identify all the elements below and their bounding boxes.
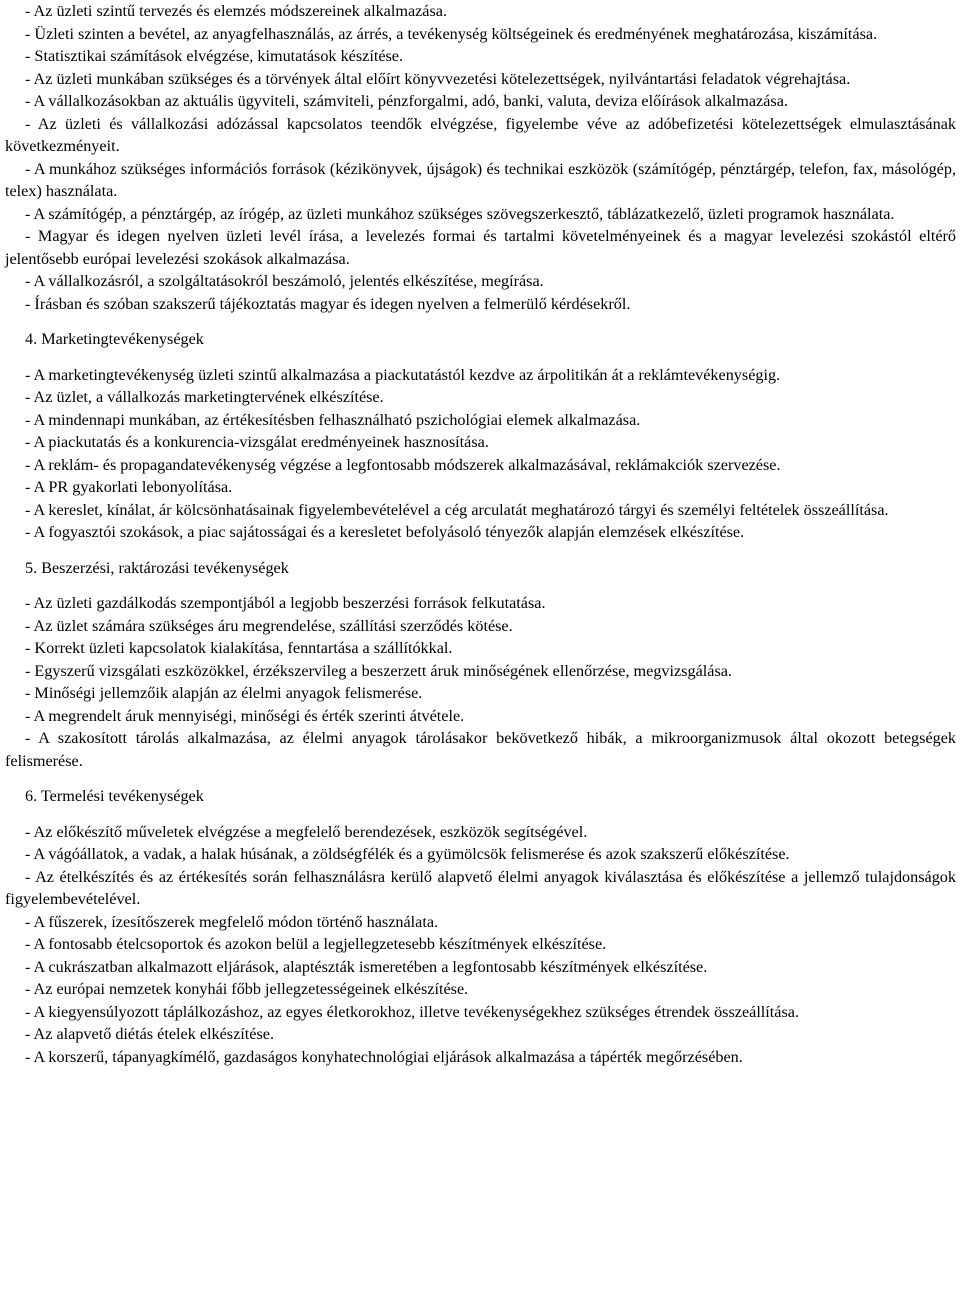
list-item: - A cukrászatban alkalmazott eljárások, alaptészták ismeretében a legfontosabb készítmények elkészítése. xyxy=(25,957,708,976)
section-heading: 6. Termelési tevékenységek xyxy=(25,787,204,805)
list-item: - Az üzleti és vállalkozási adózással kapcsolatos teendők elvégzése, figyelembe véve az adóbefizetési kötelezettségek elmulasztásának következményeit. xyxy=(5,114,956,155)
list-item: - Az ételkészítés és az értékesítés során felhasználásra kerülő alapvető élelmi anyagok kiválasztása és előkészítése a jellemző tulajdonságok figyelembevételével. xyxy=(5,867,956,908)
section-heading: 4. Marketingtevékenységek xyxy=(25,330,204,348)
list-item: - A vágóállatok, a vadak, a halak húsának, a zöldségfélék és a gyümölcsök felismerése és azok szakszerű előkészítése. xyxy=(25,845,790,863)
list-item: - Üzleti szinten a bevétel, az anyagfelhasználás, az árrés, a tevékenység költségeinek és eredményének meghatározása, kiszámítása. xyxy=(25,24,878,43)
list-item: - Statisztikai számítások elvégzése, kimutatások készítése. xyxy=(25,47,404,65)
section-heading: 5. Beszerzési, raktározási tevékenységek xyxy=(25,558,289,577)
list-item: - A kiegyensúlyozott táplálkozáshoz, az egyes életkorokhoz, illetve tevékenységekhez szükséges étrendek összeállítása. xyxy=(25,1002,800,1021)
list-item: - A kereslet, kínálat, ár kölcsönhatásainak figyelembevételével a cég arculatát meghatározó tárgyi és személyi feltételek összeállítása. xyxy=(25,500,889,519)
list-item: - Az üzleti gazdálkodás szempontjából a legjobb beszerzési források felkutatása. xyxy=(25,594,546,612)
list-item: - A szakosított tárolás alkalmazása, az élelmi anyagok tárolásakor bekövetkező hibák, a mikroorganizmusok által okozott betegségek felismerése. xyxy=(5,729,956,770)
list-item: - A fontosabb ételcsoportok és azokon belül a legjellegzetesebb készítmények elkészítése. xyxy=(25,935,607,953)
list-item: - Korrekt üzleti kapcsolatok kialakítása, fenntartása a szállítókkal. xyxy=(25,639,453,657)
list-item: - A munkához szükséges információs források (kézikönyvek, újságok) és technikai eszközök (számítógép, pénztárgép, telefon, fax, másológép, telex) használata. xyxy=(5,159,956,200)
list-item: - Az üzlet, a vállalkozás marketingtervének elkészítése. xyxy=(25,388,384,406)
list-item: - Az üzleti munkában szükséges és a törvények által előírt könyvvezetési kötelezettségek, nyilvántartási feladatok végrehajtása. xyxy=(25,69,851,88)
list-item: - Írásban és szóban szakszerű tájékoztatás magyar és idegen nyelven a felmerülő kérdésekről. xyxy=(25,294,631,313)
list-item: - Az előkészítő műveletek elvégzése a megfelelő berendezések, eszközök segítségével. xyxy=(25,822,588,841)
list-item: - Az üzlet számára szükséges áru megrendelése, szállítási szerződés kötése. xyxy=(25,616,513,635)
list-item: - Minőségi jellemzőik alapján az élelmi anyagok felismerése. xyxy=(25,684,423,702)
list-item: - A vállalkozásokban az aktuális ügyviteli, számviteli, pénzforgalmi, adó, banki, valuta, deviza előírások alkalmazása. xyxy=(25,92,788,110)
list-item: - A piackutatás és a konkurencia-vizsgálat eredményeinek hasznosítása. xyxy=(25,433,489,451)
list-item: - A vállalkozásról, a szolgáltatásokról beszámoló, jelentés elkészítése, megírása. xyxy=(25,272,544,290)
list-item: - Egyszerű vizsgálati eszközökkel, érzékszervileg a beszerzett áruk minőségének ellenőrzése, megvizsgálása. xyxy=(25,661,732,680)
list-item: - A fűszerek, ízesítőszerek megfelelő módon történő használata. xyxy=(25,912,439,931)
list-item: - A megrendelt áruk mennyiségi, minőségi és érték szerinti átvétele. xyxy=(25,706,465,725)
list-item: - Magyar és idegen nyelven üzleti levél írása, a levelezés formai és tartalmi követelményeinek és a magyar levelezési szokástól eltérő jelentősebb európai levelezési szokások alkalmazása. xyxy=(5,227,956,268)
list-item: - Az üzleti szintű tervezés és elemzés módszereinek alkalmazása. xyxy=(25,2,448,20)
list-item: - A számítógép, a pénztárgép, az írógép, az üzleti munkához szükséges szövegszerkesztő, táblázatkezelő, üzleti programok használata. xyxy=(25,204,895,223)
list-item: - Az európai nemzetek konyhái főbb jellegzetességeinek elkészítése. xyxy=(25,980,469,998)
list-item: - A mindennapi munkában, az értékesítésben felhasználható pszichológiai elemek alkalmazása. xyxy=(25,410,641,429)
list-item: - Az alapvető diétás ételek elkészítése. xyxy=(25,1025,274,1043)
list-item: - A korszerű, tápanyagkímélő, gazdaságos konyhatechnológiai eljárások alkalmazása a tápérték megőrzésében. xyxy=(25,1047,743,1066)
list-item: - A reklám- és propagandatevékenység végzése a legfontosabb módszerek alkalmazásával, reklámakciók szervezése. xyxy=(25,455,781,474)
list-item: - A marketingtevékenység üzleti szintű alkalmazása a piackutatástól kezdve az árpolitikán át a reklámtevékenységig. xyxy=(25,365,781,384)
document-page xyxy=(5,0,956,1068)
list-item: - A fogyasztói szokások, a piac sajátosságai és a keresletet befolyásoló tényezők alapján elemzések elkészítése. xyxy=(25,523,745,541)
list-item: - A PR gyakorlati lebonyolítása. xyxy=(25,478,233,496)
